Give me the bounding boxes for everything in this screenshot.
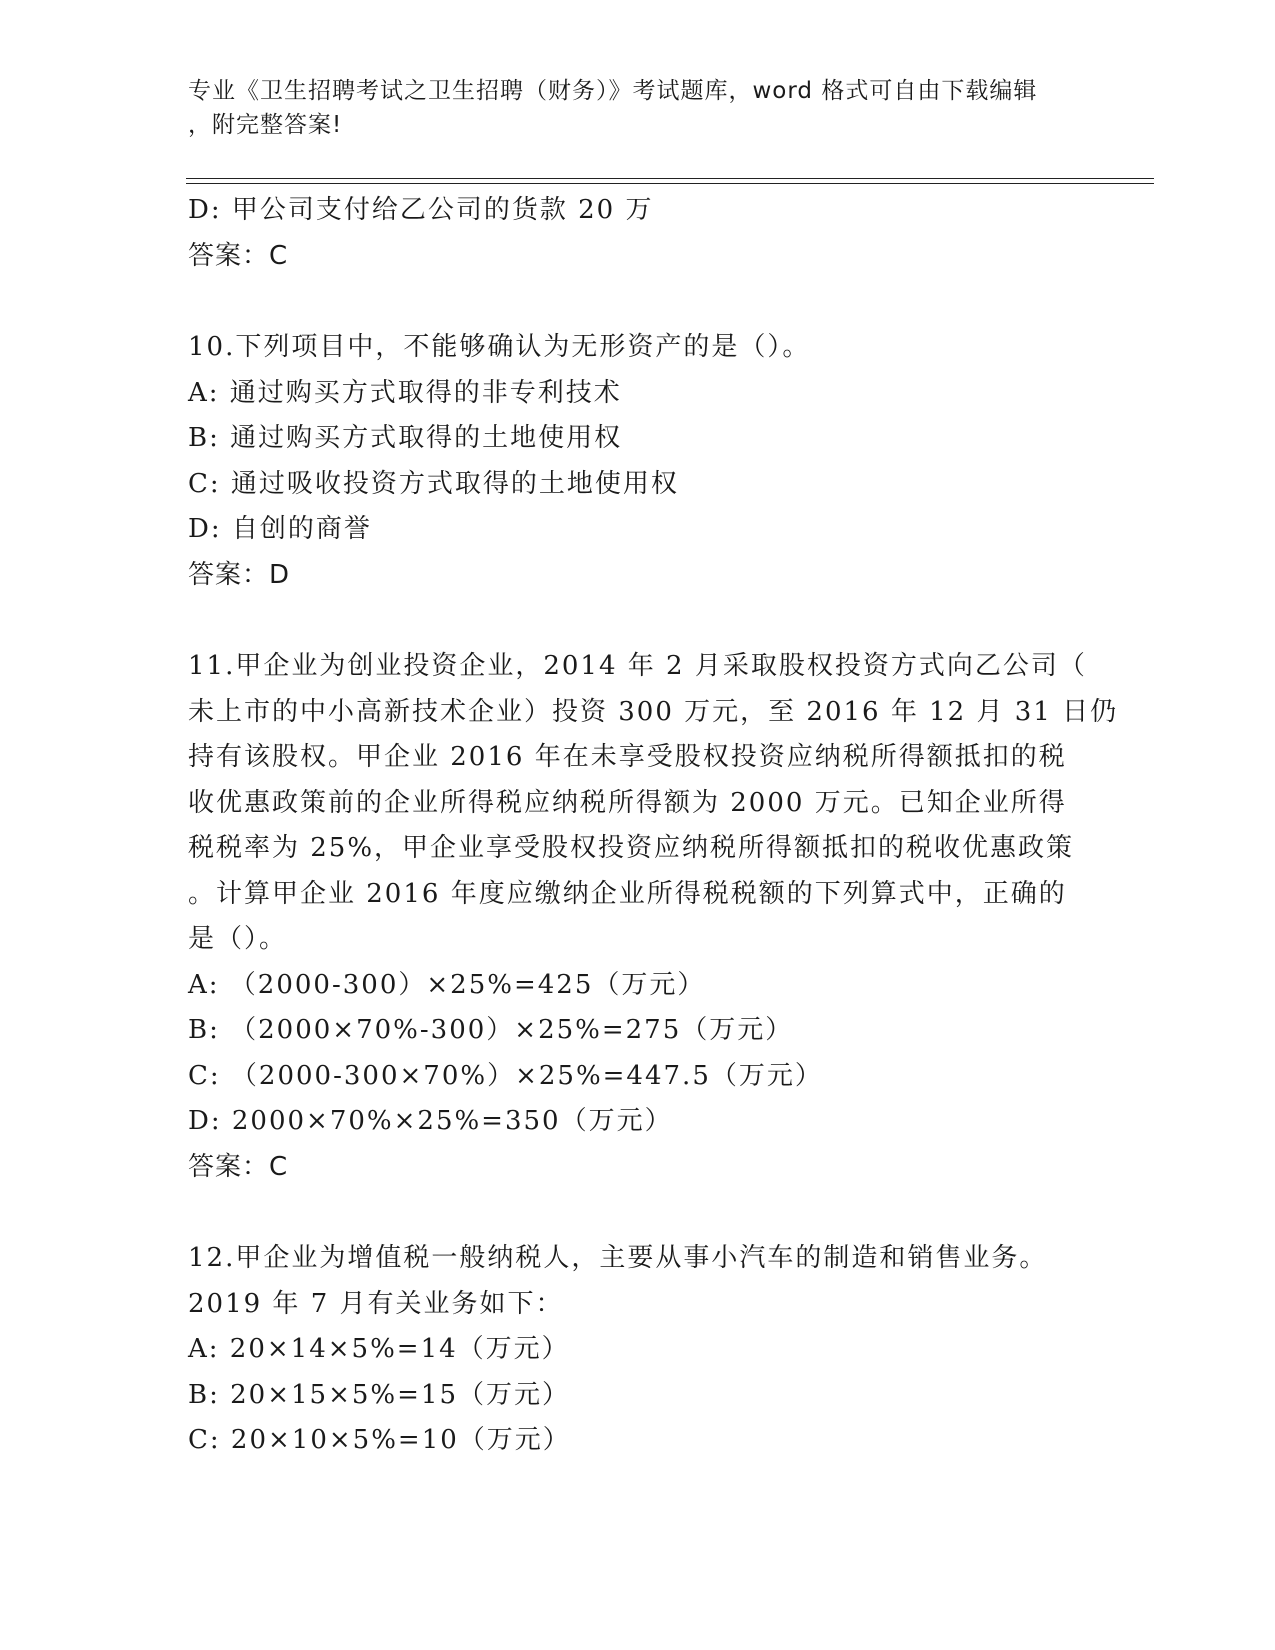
q12-option-c: C: 20×10×5%=10（万元） [188,1425,571,1455]
question-12 [188,1236,1088,1464]
q10-option-c: C: 通过吸收投资方式取得的土地使用权 [188,468,679,499]
q11-option-d: D: 2000×70%×25%=350（万元） [188,1106,673,1136]
q11-option-c: C: （2000-300×70%）×25%=447.5（万元） [188,1060,823,1091]
header-line-1: 专业《卫生招聘考试之卫生招聘（财务）》考试题库，word 格式可自由下载编辑 [188,78,1038,104]
q11-option-a: A: （2000-300）×25%=425（万元） [188,969,706,1000]
question-11 [188,644,1119,1190]
spacer [188,1190,1088,1236]
q10-answer: 答案：D [188,559,291,590]
q10-stem: 10.下列项目中，不能够确认为无形资产的是（）。 [188,332,811,362]
page-header [188,74,1088,142]
q11-stem-line-6: 。计算甲企业 2016 年度应缴纳企业所得税税额的下列算式中，正确的 [188,878,1067,909]
q12-option-b: B: 20×15×5%=15（万元） [188,1379,570,1410]
question-10 [188,325,1088,598]
q11-answer: 答案：C [188,1151,289,1182]
q10-option-a: A: 通过购买方式取得的非专利技术 [188,377,622,408]
q11-stem-line-7: 是（）。 [188,924,288,954]
q11-stem-line-3: 持有该股权。甲企业 2016 年在未享受股权投资应纳税所得额抵扣的税 [188,742,1067,772]
q11-option-b: B: （2000×70%-300）×25%=275（万元） [188,1015,794,1045]
q11-stem-line-2: 未上市的中小高新技术企业）投资 300 万元，至 2016 年 12 月 31 日仍 [188,696,1119,727]
q12-stem-line-2: 2019 年 7 月有关业务如下： [188,1288,564,1319]
q10-option-d: D: 自创的商誉 [188,514,372,544]
q12-option-a: A: 20×14×5%=14（万元） [188,1334,570,1364]
q10-option-b: B: 通过购买方式取得的土地使用权 [188,423,623,453]
header-divider-bottom [186,183,1154,184]
q11-stem-line-4: 收优惠政策前的企业所得税应纳税所得额为 2000 万元。已知企业所得 [188,787,1067,818]
spacer [188,279,1088,325]
question-content [188,188,1119,1464]
q12-stem-line-1: 12.甲企业为增值税一般纳税人，主要从事小汽车的制造和销售业务。 [188,1243,1048,1273]
q11-stem-line-5: 税税率为 25%，甲企业享受股权投资应纳税所得额抵扣的税收优惠政策 [188,833,1075,863]
spacer [188,598,1088,644]
header-line-2: ，附完整答案! [188,112,343,138]
header-divider-top [186,178,1154,179]
question-9-tail [188,188,1088,279]
q11-stem-line-1: 11.甲企业为创业投资企业，2014 年 2 月采取股权投资方式向乙公司（ [188,651,1087,681]
q9-answer: 答案：C [188,240,289,271]
q9-option-d: D: 甲公司支付给乙公司的货款 20 万 [188,195,654,225]
